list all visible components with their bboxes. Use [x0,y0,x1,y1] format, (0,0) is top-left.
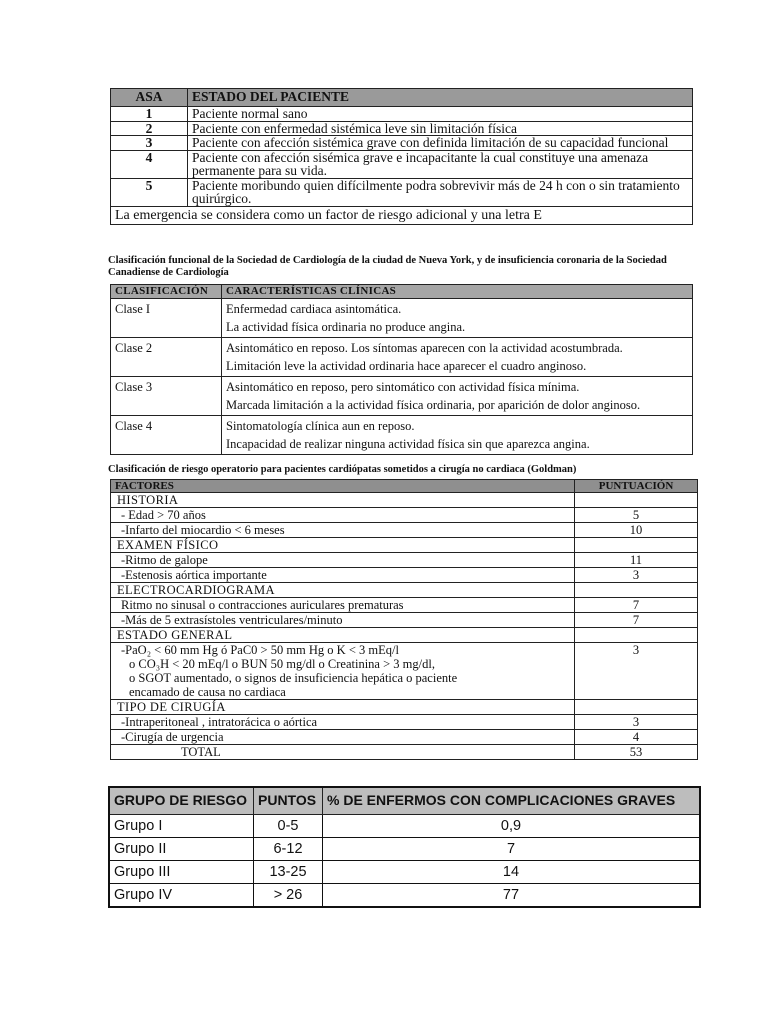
column-header-caracteristicas: CARACTERÍSTICAS CLÍNICAS [222,285,693,299]
factor-cell: -Ritmo de galope [111,553,575,568]
group-cell: Grupo IV [109,884,254,908]
nyha-description-cell [222,416,693,455]
section-row [111,538,698,553]
percent-cell: 77 [323,884,701,908]
asa-class-cell: 2 [111,121,188,136]
table-row [109,838,700,861]
table-note-row [111,206,693,225]
table-row [111,523,698,538]
points-cell: 13-25 [254,861,323,884]
factor-cell: -Intraperitoneal , intratorácica o aórtica [111,715,575,730]
description-line: Asintomático en reposo. Los síntomas aparecen con la actividad acostumbrada. [226,341,623,355]
goldman-caption: Clasificación de riesgo operatorio para pacientes cardiópatas sometidos a cirugía no cardiaca (Goldman) [108,464,577,475]
section-electrocardiograma: ELECTROCARDIOGRAMA [111,583,575,598]
table-header-row [109,787,700,815]
asa-class-cell: 4 [111,150,188,178]
table-header-row [111,285,693,299]
section-row [111,700,698,715]
table-row [109,884,700,908]
table-row [111,730,698,745]
section-historia: HISTORIA [111,493,575,508]
table-row [111,715,698,730]
nyha-classification-table [110,284,693,455]
percent-cell: 0,9 [323,815,701,838]
factor-line: encamado de causa no cardiaca [129,685,286,699]
points-cell: 6-12 [254,838,323,861]
column-header-asa: ASA [111,89,188,107]
table-row [111,107,693,122]
points-cell: 0-5 [254,815,323,838]
table-row [111,150,693,178]
score-cell: 7 [575,613,698,628]
table-row [111,121,693,136]
nyha-description-cell [222,338,693,377]
group-cell: Grupo II [109,838,254,861]
table-row [109,815,700,838]
nyha-description-cell [222,377,693,416]
nyha-caption: Clasificación funcional de la Sociedad de Cardiología de la ciudad de Nueva York, y de insuficiencia coronaria de la Sociedad Canadiense de Cardiología [108,255,667,278]
column-header-puntos: PUNTOS [254,787,323,815]
description-line: Marcada limitación a la actividad física ordinaria, por aparición de dolor anginoso. [226,398,641,412]
table-row [111,508,698,523]
factor-line: -PaO₂ < 60 mm Hg ó PaC0 > 50 mm Hg o K < 3 mEq/l [121,643,399,657]
section-examen-fisico: EXAMEN FÍSICO [111,538,575,553]
description-line: Sintomatología clínica aun en reposo. [226,419,415,433]
score-cell [575,538,698,553]
score-cell: 11 [575,553,698,568]
description-line: Asintomático en reposo, pero sintomático con actividad física mínima. [226,380,580,394]
description-line: La actividad física ordinaria no produce angina. [226,320,466,334]
nyha-class-cell: Clase 2 [111,338,222,377]
table-row [111,598,698,613]
table-row [111,299,693,338]
table-row [109,861,700,884]
group-cell: Grupo I [109,815,254,838]
description-line: Incapacidad de realizar ninguna actividad física sin que aparezca angina. [226,437,590,451]
column-header-puntuacion: PUNTUACIÓN [575,480,698,493]
nyha-class-cell: Clase 3 [111,377,222,416]
table-row [111,613,698,628]
factor-cell: - Edad > 70 años [111,508,575,523]
total-score: 53 [575,745,698,760]
table-row [111,136,693,151]
score-cell: 5 [575,508,698,523]
score-cell [575,700,698,715]
nyha-class-cell: Clase 4 [111,416,222,455]
description-line: Limitación leve la actividad ordinaria hace aparecer el cuadro anginoso. [226,359,587,373]
nyha-class-cell: Clase I [111,299,222,338]
total-label: TOTAL [111,745,575,760]
table-row [111,178,693,206]
table-header-row [111,480,698,493]
factor-cell: -Más de 5 extrasístoles ventriculares/minuto [111,613,575,628]
table-header-row [111,89,693,107]
factor-cell [111,643,575,700]
asa-class-cell: 1 [111,107,188,122]
percent-cell: 7 [323,838,701,861]
column-header-estado: ESTADO DEL PACIENTE [188,89,693,107]
points-cell: > 26 [254,884,323,908]
section-row [111,583,698,598]
column-header-clasificacion: CLASIFICACIÓN [111,285,222,299]
asa-description-cell: Paciente moribundo quien difícilmente podra sobrevivir más de 24 h con o sin tratamiento quirúrgico. [188,178,693,206]
percent-cell: 14 [323,861,701,884]
description-line: Enfermedad cardiaca asintomática. [226,302,402,316]
table-row [111,377,693,416]
section-tipo-cirugia: TIPO DE CIRUGÍA [111,700,575,715]
score-cell: 10 [575,523,698,538]
total-row [111,745,698,760]
risk-group-table [108,786,701,908]
factor-cell: -Estenosis aórtica importante [111,568,575,583]
asa-class-cell: 3 [111,136,188,151]
asa-description-cell: Paciente con enfermedad sistémica leve sin limitación física [188,121,693,136]
column-header-factores: FACTORES [111,480,575,493]
score-cell [575,493,698,508]
nyha-description-cell [222,299,693,338]
factor-line: o SGOT aumentado, o signos de insuficiencia hepática o paciente [129,671,458,685]
asa-class-cell: 5 [111,178,188,206]
score-cell [575,628,698,643]
table-row [111,643,698,700]
section-estado-general: ESTADO GENERAL [111,628,575,643]
asa-description-cell: Paciente con afección sistémica grave con definida limitación de su capacidad funcional [188,136,693,151]
asa-emergency-note: La emergencia se considera como un factor de riesgo adicional y una letra E [111,206,693,225]
score-cell: 7 [575,598,698,613]
score-cell: 3 [575,715,698,730]
goldman-risk-table [110,479,698,760]
asa-description-cell: Paciente normal sano [188,107,693,122]
table-row [111,553,698,568]
factor-cell: -Cirugía de urgencia [111,730,575,745]
factor-cell: Ritmo no sinusal o contracciones auriculares prematuras [111,598,575,613]
table-row [111,568,698,583]
score-cell: 3 [575,643,698,700]
table-row [111,338,693,377]
asa-classification-table [110,88,693,225]
factor-cell: -Infarto del miocardio < 6 meses [111,523,575,538]
group-cell: Grupo III [109,861,254,884]
score-cell [575,583,698,598]
score-cell: 3 [575,568,698,583]
factor-line: o CO₃H < 20 mEq/l o BUN 50 mg/dl o Creatinina > 3 mg/dl, [129,657,435,671]
asa-description-cell: Paciente con afección sisémica grave e incapacitante la cual constituye una amenaza permanente para su vida. [188,150,693,178]
score-cell: 4 [575,730,698,745]
table-row [111,416,693,455]
section-row [111,493,698,508]
section-row [111,628,698,643]
column-header-grupo: GRUPO DE RIESGO [109,787,254,815]
column-header-porcentaje: % DE ENFERMOS CON COMPLICACIONES GRAVES [323,787,701,815]
